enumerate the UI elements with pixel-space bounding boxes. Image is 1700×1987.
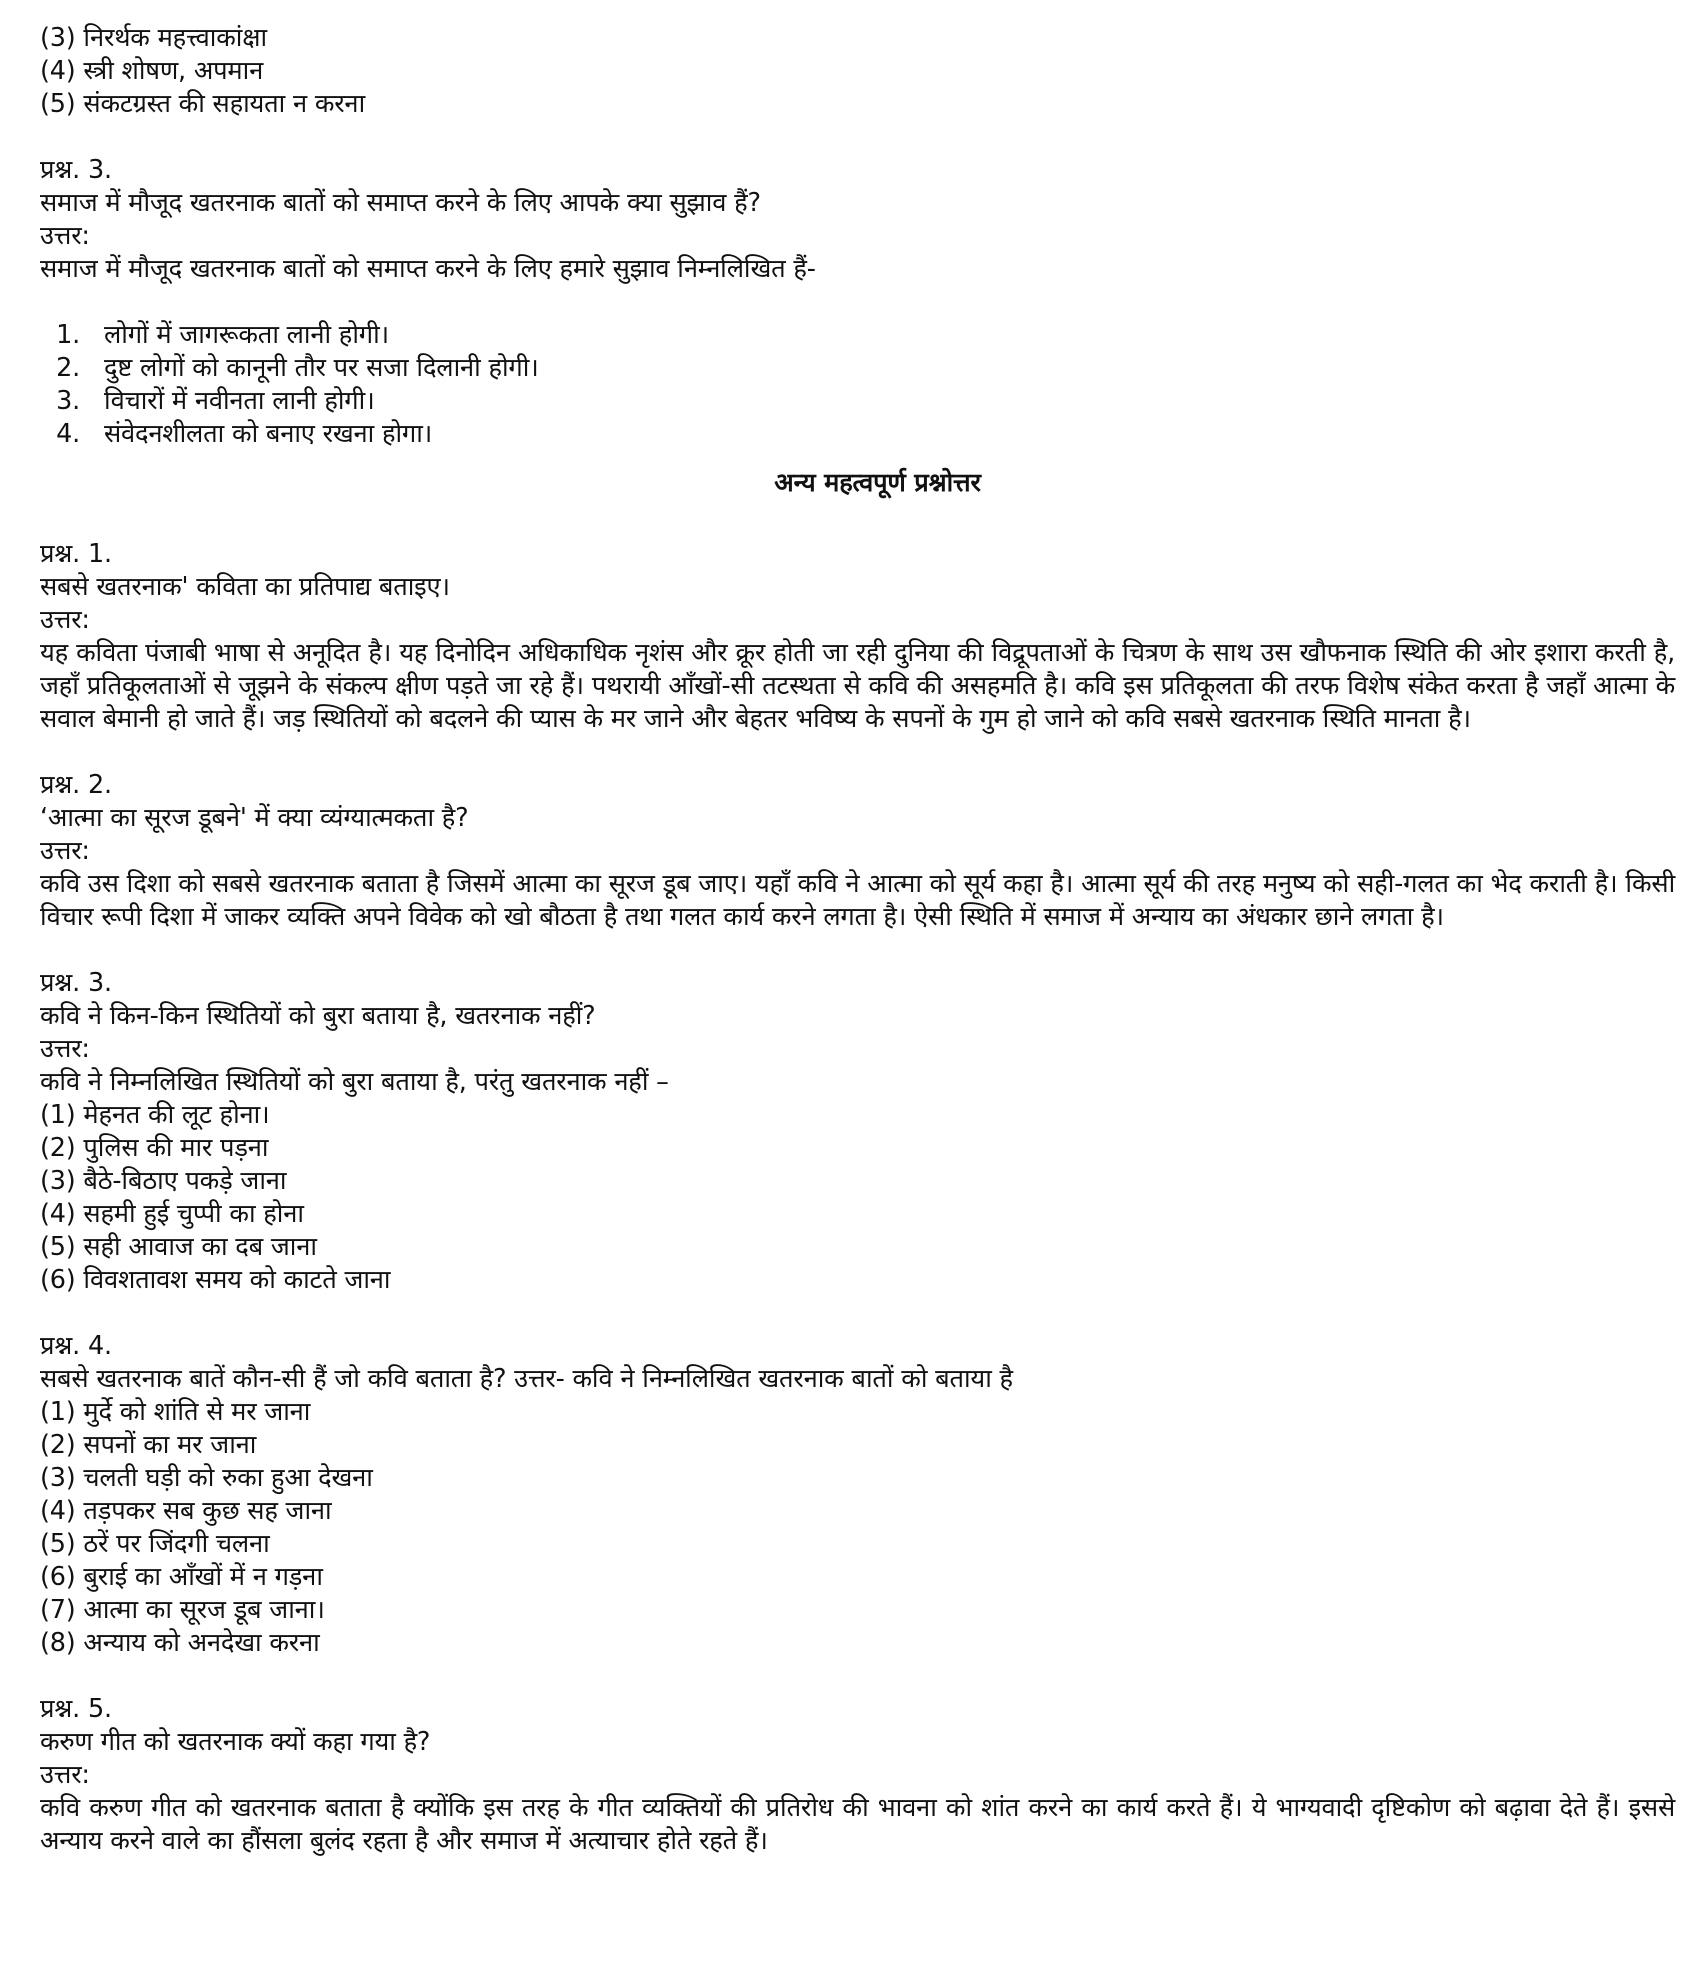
question-text: सबसे खतरनाक' कविता का प्रतिपाद्य बताइए। <box>40 572 450 602</box>
list-item: (2) पुलिस की मार पड़ना <box>40 1133 269 1163</box>
question-block-oq5 <box>40 1693 1675 1858</box>
document-page <box>40 22 1675 1858</box>
question-block-oq3 <box>40 967 1675 1297</box>
question-text: ‘आत्मा का सूरज डूबने' में क्या व्यंग्यात्मकता है? <box>40 803 469 833</box>
list-item: (3) बैठे-बिठाए पकड़े जाना <box>40 1166 287 1196</box>
answer-label: उत्तर: <box>40 605 90 635</box>
list-item: (1) मुर्दे को शांति से मर जाना <box>40 1397 311 1427</box>
list-item: (8) अन्याय को अनदेखा करना <box>40 1628 320 1658</box>
list-item: 1. लोगों में जागरूकता लानी होगी। <box>56 320 389 350</box>
list-item: (3) निरर्थक महत्त्वाकांक्षा <box>40 23 267 53</box>
list-item: (5) संकटग्रस्त की सहायता न करना <box>40 89 365 119</box>
question-block-oq2 <box>40 769 1675 934</box>
list-item: (5) ठरें पर जिंदगी चलना <box>40 1529 270 1559</box>
question-text: समाज में मौजूद खतरनाक बातों को समाप्त करने के लिए आपके क्या सुझाव हैं? <box>40 188 761 218</box>
list-item: 2. दुष्ट लोगों को कानूनी तौर पर सजा दिलानी होगी। <box>56 353 539 383</box>
answer-label: उत्तर: <box>40 1034 90 1064</box>
section-heading: अन्य महत्वपूर्ण प्रश्नोत्तर <box>774 468 981 498</box>
list-item: (6) बुराई का आँखों में न गड़ना <box>40 1562 323 1592</box>
answer-label: उत्तर: <box>40 836 90 866</box>
question-label: प्रश्न. 5. <box>40 1694 112 1724</box>
list-item: (7) आत्मा का सूरज डूब जाना। <box>40 1595 325 1625</box>
question-text: कवि ने किन-किन स्थितियों को बुरा बताया है, खतरनाक नहीं? <box>40 1001 596 1031</box>
list-item: (2) सपनों का मर जाना <box>40 1430 257 1460</box>
question-block-q3 <box>40 154 1675 451</box>
question-label: प्रश्न. 2. <box>40 770 112 800</box>
question-label: प्रश्न. 1. <box>40 539 112 569</box>
list-item: 3. विचारों में नवीनता लानी होगी। <box>56 386 375 416</box>
list-item: (4) स्त्री शोषण, अपमान <box>40 56 264 86</box>
answer-text: कवि उस दिशा को सबसे खतरनाक बताता है जिसमें आत्मा का सूरज डूब जाए। यहाँ कवि ने आत्मा को सूर्य कहा है। आत्मा सूर्य की तरह मनुष्य को सही-गलत का भेद कराती है। किसी विचार रूपी दिशा में जाकर व्यक्ति अपने विवेक को खो बौठता है तथा गलत कार्य करने लगता है। ऐसी स्थिति में समाज में अन्याय का अंधकार छाने लगता है। <box>40 869 1675 932</box>
answer-text: कवि करुण गीत को खतरनाक बताता है क्योंकि इस तरह के गीत व्यक्तियों की प्रतिरोध की भावना को शांत करने का कार्य करते हैं। ये भाग्यवादी दृष्टिकोण को बढ़ावा देते हैं। इससे अन्याय करने वाले का हौंसला बुलंद रहता है और समाज में अत्याचार होते रहते हैं। <box>40 1793 1675 1856</box>
question-block-oq1 <box>40 538 1675 736</box>
question-label: प्रश्न. 4. <box>40 1331 112 1361</box>
question-label: प्रश्न. 3. <box>40 968 112 998</box>
list-item: (4) सहमी हुई चुप्पी का होना <box>40 1199 304 1229</box>
answer-text: यह कविता पंजाबी भाषा से अनूदित है। यह दिनोदिन अधिकाधिक नृशंस और क्रूर होती जा रही दुनिया की विद्रूपताओं के चित्रण के साथ उस खौफनाक स्थिति की ओर इशारा करती है, जहाँ प्रतिकूलताओं से जूझने के संकल्प क्षीण पड़ते जा रहे हैं। पथरायी आँखों-सी तटस्थता से कवि की असहमति है। कवि इस प्रतिकूलता की तरफ विशेष संकेत करता है जहाँ आत्मा के सवाल बेमानी हो जाते हैं। जड़ स्थितियों को बदलने की प्यास के मर जाने और बेहतर भविष्य के सपनों के गुम हो जाने को कवि सबसे खतरनाक स्थिति मानता है। <box>40 638 1675 734</box>
suggestion-list <box>40 319 1675 451</box>
list-item: (5) सही आवाज का दब जाना <box>40 1232 317 1262</box>
answer-text: कवि ने निम्नलिखित स्थितियों को बुरा बताया है, परंतु खतरनाक नहीं – <box>40 1067 669 1097</box>
list-item: (3) चलती घड़ी को रुका हुआ देखना <box>40 1463 373 1493</box>
list-item: 4. संवेदनशीलता को बनाए रखना होगा। <box>56 419 433 449</box>
list-item: (1) मेहनत की लूट होना। <box>40 1100 270 1130</box>
list-item: (6) विवशतावश समय को काटते जाना <box>40 1265 391 1295</box>
question-block-oq4 <box>40 1330 1675 1660</box>
question-label: प्रश्न. 3. <box>40 155 112 185</box>
list-item: (4) तड़पकर सब कुछ सह जाना <box>40 1496 332 1526</box>
question-text: सबसे खतरनाक बातें कौन-सी हैं जो कवि बताता है? उत्तर- कवि ने निम्नलिखित खतरनाक बातों को बताया है <box>40 1364 1013 1394</box>
intro-list <box>40 22 1675 121</box>
answer-label: उत्तर: <box>40 221 90 251</box>
question-text: करुण गीत को खतरनाक क्यों कहा गया है? <box>40 1727 431 1757</box>
answer-label: उत्तर: <box>40 1760 90 1790</box>
answer-text: समाज में मौजूद खतरनाक बातों को समाप्त करने के लिए हमारे सुझाव निम्नलिखित हैं- <box>40 254 816 284</box>
